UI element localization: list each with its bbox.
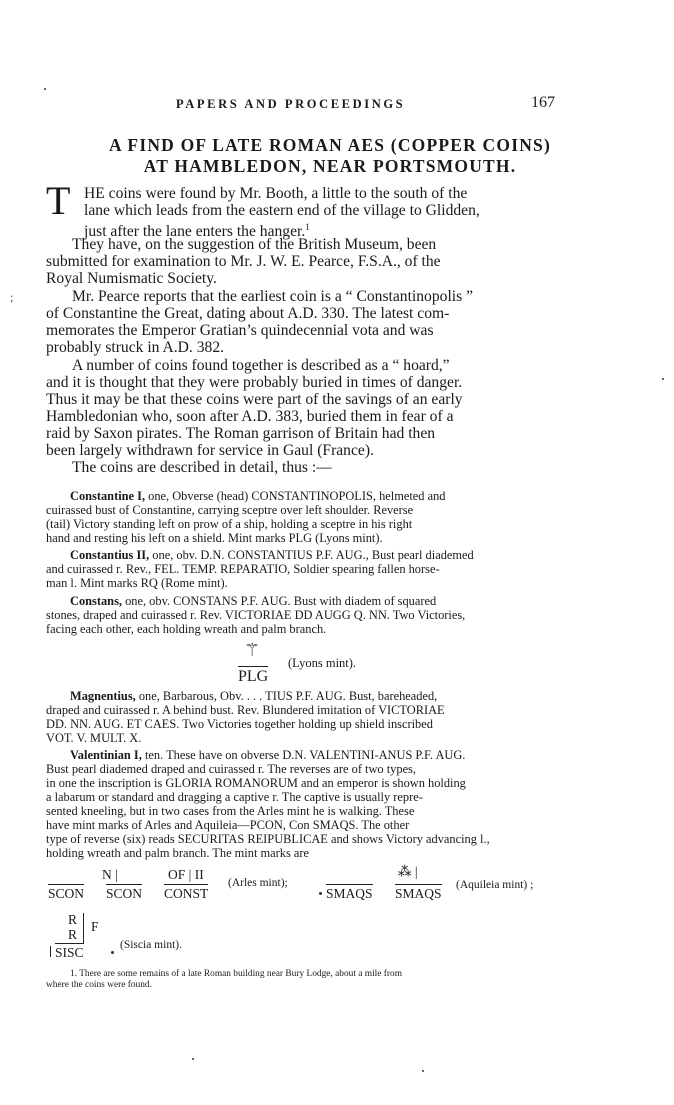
mintmark-siscia	[55, 943, 84, 961]
scan-speck: ;	[10, 290, 14, 304]
body-line: The coins are described in detail, thus :—	[72, 459, 332, 476]
mintmark-top: OF | II	[168, 867, 204, 882]
body-line: Mr. Pearce reports that the earliest coin is a “ Constantinopolis ”	[72, 288, 473, 305]
drop-cap: T	[46, 178, 71, 223]
mintmark-text: SMAQS	[395, 886, 442, 901]
body-line: probably struck in A.D. 382.	[46, 339, 225, 356]
mintmark-letter: R	[68, 927, 78, 942]
catalogue-entry-line: facing each other, each holding wreath and palm branch.	[46, 622, 327, 636]
catalogue-entry-line: cuirassed bust of Constantine, carrying sceptre over left shoulder. Reverse	[46, 503, 414, 517]
body-line: A number of coins found together is described as a “ hoard,”	[72, 357, 450, 374]
emperor-name: Constans,	[70, 594, 122, 608]
mint-label-siscia: (Siscia mint).	[120, 939, 182, 951]
emperor-name: Valentinian I,	[70, 748, 142, 762]
article-title-line-1: A FIND OF LATE ROMAN AES (COPPER COINS)	[108, 135, 552, 155]
body-line: Hambledonian who, soon after A.D. 383, buried them in fear of a	[46, 408, 454, 425]
body-line-text: just after the lane enters the hanger.	[84, 223, 306, 241]
entry-text: one, Barbarous, Obv. . . . TIUS P.F. AUG. Bust, bareheaded,	[135, 689, 438, 703]
catalogue-entry-line: have mint marks of Arles and Aquileia—PCON, Con SMAQS. The other	[46, 818, 410, 832]
catalogue-entry-line: holding wreath and palm branch. The mint marks are	[46, 846, 309, 860]
entry-text: one, obv. CONSTANS P.F. AUG. Bust with diadem of squared	[122, 594, 437, 608]
palm-symbol-icon: ⚚	[244, 640, 261, 660]
body-line: Thus it may be that these coins were part of the savings of an early	[46, 391, 463, 408]
catalogue-entry-line	[70, 594, 436, 608]
mintmark-arles-2	[106, 884, 142, 902]
body-line: raid by Saxon pirates. The Roman garrison of Britain had then	[46, 425, 436, 442]
mintmark-letter: R	[68, 912, 78, 927]
scan-speck	[192, 1058, 194, 1060]
mintmark-tick	[50, 946, 51, 957]
running-head: PAPERS AND PROCEEDINGS	[176, 97, 406, 111]
chi-rho-symbol-icon: ⁂ |	[398, 864, 418, 879]
body-line: been largely withdrawn for service in Gaul (France).	[46, 442, 374, 459]
catalogue-entry-line: DD. NN. AUG. ET CAES. Two Victories together holding up shield inscribed	[46, 717, 433, 731]
catalogue-entry-line: VOT. V. MULT. X.	[46, 731, 142, 745]
mintmark-text: SISC	[55, 945, 84, 960]
catalogue-entry-line: and cuirassed r. Rev., FEL. TEMP. REPARATIO, Soldier spearing fallen horse-	[46, 562, 440, 576]
mintmark-text: SCON	[106, 886, 143, 901]
mintmark-text: SCON	[48, 886, 85, 901]
dot-mark	[319, 892, 322, 895]
body-line: Royal Numismatic Society.	[46, 270, 217, 287]
catalogue-entry-line: in one the inscription is GLORIA ROMANORUM and an emperor is shown holding	[46, 776, 466, 790]
entry-text: one, obv. D.N. CONSTANTIUS P.F. AUG., Bust pearl diademed	[149, 548, 474, 562]
catalogue-entry-line: stones, draped and cuirassed r. Rev. VICTORIAE DD AUGG Q. NN. Two Victories,	[46, 608, 466, 622]
body-line: and it is thought that they were probably buried in times of danger.	[46, 374, 463, 391]
body-line: submitted for examination to Mr. J. W. E. Pearce, F.S.A., of the	[46, 253, 441, 270]
catalogue-entry-line: hand and resting his left on a shield. Mint marks PLG (Lyons mint).	[46, 531, 383, 545]
catalogue-entry-line: sented kneeling, but in two cases from the Arles mint he is walking. These	[46, 804, 415, 818]
emperor-name: Magnentius,	[70, 689, 136, 703]
mintmark-arles-3	[164, 884, 208, 902]
mintmark-aquileia-2	[395, 884, 442, 902]
emperor-name: Constantine I,	[70, 489, 146, 503]
catalogue-entry-line: draped and cuirassed r. A behind bust. Rev. Blundered imitation of VICTORIAE	[46, 703, 445, 717]
body-line: HE coins were found by Mr. Booth, a little to the south of the	[84, 185, 468, 202]
footnote-line: where the coins were found.	[46, 980, 152, 990]
catalogue-entry-line	[70, 489, 446, 503]
catalogue-entry-line: a labarum or standard and dragging a captive r. The captive is usually repre-	[46, 790, 423, 804]
emperor-name: Constantius II,	[70, 548, 150, 562]
entry-text: one, Obverse (head) CONSTANTINOPOLIS, helmeted and	[145, 489, 446, 503]
mint-label-lyons: (Lyons mint).	[288, 656, 357, 670]
mintmark-text: PLG	[238, 668, 269, 685]
mintmark-text: SMAQS	[326, 886, 373, 901]
footnote-ref: 1	[305, 222, 310, 232]
page-number: 167	[531, 94, 555, 111]
catalogue-entry-line: Bust pearl diademed draped and cuirassed r. The reverses are of two types,	[46, 762, 416, 776]
article-title-line-2: AT HAMBLEDON, NEAR PORTSMOUTH.	[143, 156, 517, 176]
body-line: They have, on the suggestion of the British Museum, been	[72, 236, 437, 253]
body-line: of Constantine the Great, dating about A.D. 330. The latest com-	[46, 305, 450, 322]
footnote-line: 1. There are some remains of a late Roman building near Bury Lodge, about a mile from	[70, 969, 403, 979]
scan-speck	[44, 88, 46, 90]
scan-speck	[422, 1070, 424, 1072]
mintmark-arles-1	[48, 884, 84, 902]
catalogue-entry-line	[70, 689, 437, 703]
catalogue-entry-line	[70, 748, 465, 762]
body-line: lane which leads from the eastern end of the village to Glidden,	[84, 202, 480, 219]
mint-label-arles: (Arles mint);	[228, 877, 288, 889]
mintmark-divider	[83, 913, 84, 943]
catalogue-entry-line: type of reverse (six) reads SECURITAS REIPUBLICAE and shows Victory advancing l.,	[46, 832, 490, 846]
body-line: memorates the Emperor Gratian’s quindecennial vota and was	[46, 322, 434, 339]
mintmark-letter: F	[91, 919, 99, 934]
dot-mark	[111, 951, 114, 954]
catalogue-entry-line	[70, 548, 474, 562]
mintmark-plg	[238, 666, 268, 686]
catalogue-entry-line: (tail) Victory standing left on prow of a ship, holding a sceptre in his right	[46, 517, 413, 531]
mintmark-top: N |	[102, 867, 118, 882]
catalogue-entry-line: man l. Mint marks RQ (Rome mint).	[46, 576, 228, 590]
scan-speck	[662, 378, 664, 380]
mint-label-aquileia: (Aquileia mint) ;	[456, 879, 534, 891]
mintmark-aquileia-1	[326, 884, 373, 902]
entry-text: ten. These have on obverse D.N. VALENTINI-ANUS P.F. AUG.	[141, 748, 466, 762]
mintmark-text: CONST	[164, 886, 209, 901]
